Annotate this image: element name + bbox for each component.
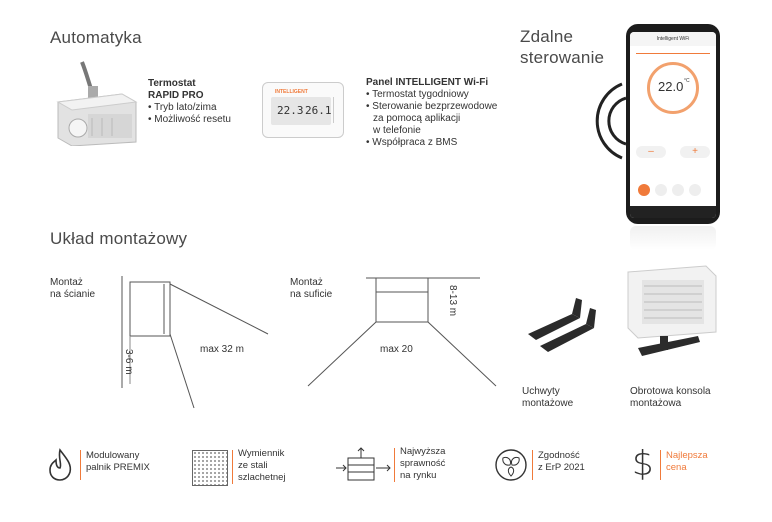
phone-reflection bbox=[630, 226, 716, 250]
flame-icon bbox=[46, 448, 74, 482]
panel-description bbox=[366, 77, 497, 149]
feature-item bbox=[400, 446, 445, 482]
panel-side-buttons bbox=[333, 97, 339, 123]
panel-name: Panel INTELLIGENT Wi-Fi bbox=[366, 77, 489, 88]
feature-text: Najwyższa bbox=[400, 446, 446, 457]
wall-mount-diagram bbox=[118, 276, 278, 412]
ceiling-label-line2: na suficie bbox=[290, 289, 333, 300]
feature-divider bbox=[532, 450, 533, 480]
eco-leaves-icon bbox=[494, 448, 528, 482]
remote-title-line2: sterowanie bbox=[520, 48, 605, 67]
mounting-brackets-image bbox=[524, 296, 600, 352]
wall-mount-label bbox=[50, 277, 95, 301]
feature-text: Najlepsza bbox=[666, 450, 708, 461]
feature-text: ze stali bbox=[238, 460, 268, 471]
panel-screen bbox=[271, 97, 331, 125]
thermostat-image bbox=[52, 58, 138, 146]
feature-text: szlachetnej bbox=[238, 472, 286, 483]
feature-item bbox=[538, 450, 585, 474]
phone-unit: °C bbox=[684, 78, 690, 84]
phone-power-icon[interactable] bbox=[638, 184, 650, 196]
panel-item: • Sterowanie bezprzewodowe bbox=[366, 101, 498, 112]
smartphone bbox=[626, 24, 720, 224]
thermostat-description bbox=[148, 78, 231, 126]
brackets-label-line2: montażowe bbox=[522, 398, 574, 409]
phone-app-title: Intelligent WiFi bbox=[630, 32, 716, 46]
console-label-line1: Obrotowa konsola bbox=[630, 386, 711, 397]
feature-divider bbox=[394, 448, 395, 482]
panel-brand: INTELLIGENT bbox=[275, 89, 308, 95]
feature-divider bbox=[232, 450, 233, 484]
phone-settings-icon[interactable] bbox=[689, 184, 701, 196]
thermostat-name-line2: RAPID PRO bbox=[148, 90, 204, 101]
panel-item: w telefonie bbox=[373, 125, 421, 136]
feature-text: z ErP 2021 bbox=[538, 462, 585, 473]
thermostat-item: • Tryb lato/zima bbox=[148, 102, 217, 113]
remote-title-line1: Zdalne bbox=[520, 27, 574, 46]
panel-item: • Współpraca z BMS bbox=[366, 137, 458, 148]
ceiling-height-label: 8-13 m bbox=[447, 285, 458, 317]
mounting-title: Układ montażowy bbox=[50, 229, 188, 248]
phone-screen bbox=[630, 32, 716, 218]
wall-height-label: 3-6 m bbox=[123, 349, 134, 375]
phone-temperature-dial bbox=[647, 62, 699, 114]
feature-text: palnik PREMIX bbox=[86, 462, 150, 473]
efficiency-icon bbox=[336, 446, 394, 486]
wall-label-line2: na ścianie bbox=[50, 289, 96, 300]
feature-text: Zgodność bbox=[538, 450, 580, 461]
ceiling-distance-label: max 20 bbox=[380, 344, 413, 355]
feature-text: Wymiennik bbox=[238, 448, 285, 459]
feature-text: Modulowany bbox=[86, 450, 140, 461]
brackets-label bbox=[522, 386, 573, 410]
phone-plus-button[interactable]: + bbox=[680, 146, 710, 158]
panel-item: za pomocą aplikacji bbox=[373, 113, 461, 124]
wall-distance-label: max 32 m bbox=[200, 344, 244, 355]
brackets-label-line1: Uchwyty bbox=[522, 386, 560, 397]
phone-schedule-icon[interactable] bbox=[655, 184, 667, 196]
thermostat-name-line1: Termostat bbox=[148, 78, 196, 89]
phone-tab-bar bbox=[636, 50, 710, 54]
wall-label-line1: Montaż bbox=[50, 277, 83, 288]
phone-mode-icon[interactable] bbox=[672, 184, 684, 196]
panel-display-left: 22.3 bbox=[277, 104, 304, 117]
ceiling-mount-diagram bbox=[300, 270, 500, 390]
wireless-signal-icon bbox=[582, 76, 632, 166]
panel-item: • Termostat tygodniowy bbox=[366, 89, 469, 100]
feature-item bbox=[238, 448, 286, 484]
feature-item bbox=[86, 450, 150, 474]
rotating-console-image bbox=[620, 262, 720, 366]
feature-divider bbox=[80, 450, 81, 480]
phone-temperature: 22.0 bbox=[658, 79, 684, 94]
feature-text: cena bbox=[666, 462, 687, 473]
phone-nav-bar bbox=[630, 206, 716, 218]
thermostat-item: • Możliwość resetu bbox=[148, 114, 231, 125]
feature-divider bbox=[660, 450, 661, 480]
wifi-panel-image bbox=[262, 82, 344, 138]
remote-control-title bbox=[520, 26, 604, 68]
dollar-icon: $ bbox=[632, 444, 654, 484]
panel-display-right: 26.1 bbox=[305, 104, 332, 117]
console-label-line2: montażowa bbox=[630, 398, 682, 409]
phone-minus-button[interactable]: – bbox=[636, 146, 666, 158]
feature-text: na rynku bbox=[400, 470, 437, 481]
console-label bbox=[630, 386, 711, 410]
heat-exchanger-icon bbox=[192, 450, 228, 486]
feature-item bbox=[666, 450, 708, 474]
automation-title: Automatyka bbox=[50, 28, 142, 47]
feature-text: sprawność bbox=[400, 458, 446, 469]
ceiling-label-line1: Montaż bbox=[290, 277, 323, 288]
